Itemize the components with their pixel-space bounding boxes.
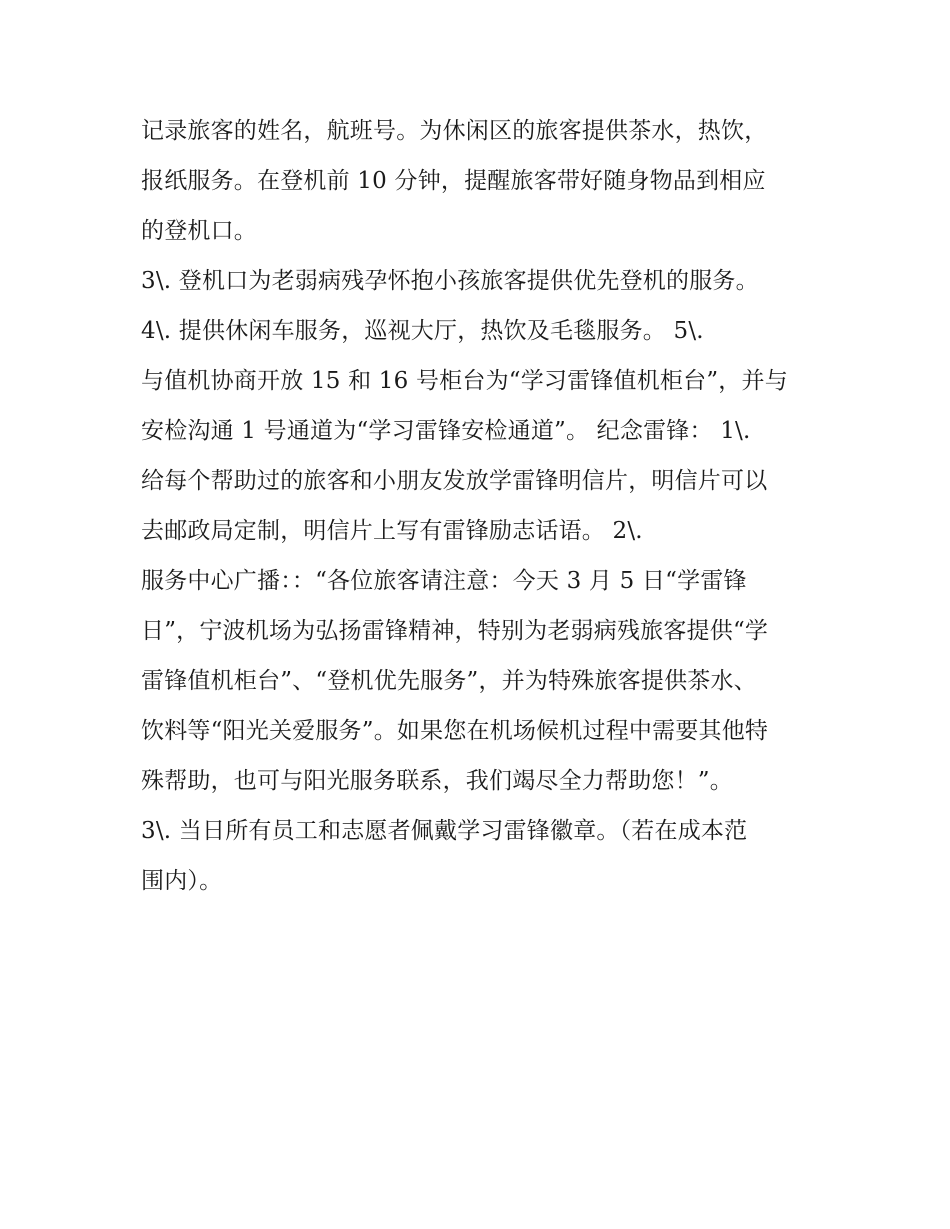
text-line: 与值机协商开放 15 和 16 号柜台为“学习雷锋值机柜台”，并与 [141,368,788,394]
text-line: 饮料等“阳光关爱服务”。如果您在机场候机过程中需要其他特 [141,718,769,744]
text-line: 安检沟通 1 号通道为“学习雷锋安检通道”。 纪念雷锋： 1\. [141,418,751,444]
text-line: 殊帮助，也可与阳光服务联系，我们竭尽全力帮助您！”。 [141,768,733,794]
text-line: 3\. 登机口为老弱病残孕怀抱小孩旅客提供优先登机的服务。 [141,268,759,294]
text-line: 去邮政局定制，明信片上写有雷锋励志话语。 2\. [141,518,643,544]
text-line: 4\. 提供休闲车服务，巡视大厅，热饮及毛毯服务。 5\. [141,318,704,344]
text-line: 围内）。 [141,868,223,894]
text-line: 的登机口。 [141,218,257,244]
body-text [141,106,821,906]
text-line: 雷锋值机柜台”、“登机优先服务”，并为特殊旅客提供茶水、 [141,668,757,694]
text-line: 记录旅客的姓名，航班号。为休闲区的旅客提供茶水，热饮， [141,118,768,144]
text-line: 服务中心广播：：“各位旅客请注意：今天 3 月 5 日“学雷锋 [141,568,747,594]
text-line: 3\. 当日所有员工和志愿者佩戴学习雷锋徽章。（若在成本范 [141,818,748,844]
text-line: 报纸服务。在登机前 10 分钟，提醒旅客带好随身物品到相应 [141,168,766,194]
text-line: 给每个帮助过的旅客和小朋友发放学雷锋明信片，明信片可以 [141,468,768,494]
text-line: 日”，宁波机场为弘扬雷锋精神，特别为老弱病残旅客提供“学 [141,618,769,644]
